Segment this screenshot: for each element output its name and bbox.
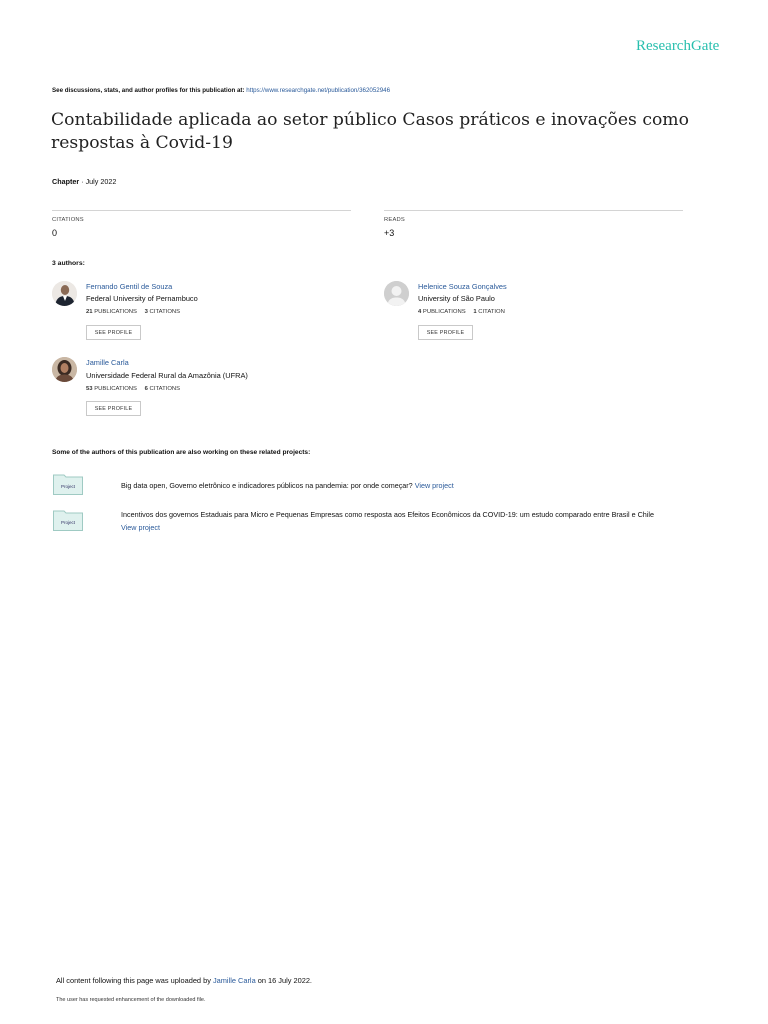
see-profile-button-helenice[interactable]: SEE PROFILE (418, 325, 473, 340)
project-folder-icon[interactable] (53, 473, 83, 495)
author-stats-fernando (86, 309, 180, 315)
author-name-helenice[interactable]: Helenice Souza Gonçalves (418, 282, 507, 291)
reads-divider (384, 210, 683, 211)
author-name-jamille[interactable]: Jamille Carla (86, 358, 129, 367)
related-projects-heading: Some of the authors of this publication are also working on these related projects: (52, 449, 311, 456)
citations-value: 0 (52, 228, 58, 238)
upload-notice (56, 976, 312, 985)
author-avatar-helenice[interactable] (384, 281, 409, 306)
citations-label: CITATIONS (149, 309, 181, 315)
project-folder-icon[interactable] (53, 509, 83, 531)
publications-label: PUBLICATIONS (422, 309, 466, 315)
publications-count: 53 (86, 386, 93, 392)
publications-count: 4 (418, 309, 422, 315)
meta-separator: · (79, 177, 86, 186)
reads-label: READS (384, 217, 405, 223)
discussion-prefix: See discussions, stats, and author profiles for this publication at: (52, 87, 245, 94)
publication-link[interactable]: https://www.researchgate.net/publication/362052946 (246, 87, 391, 94)
publication-type: Chapter (52, 177, 80, 186)
project-item-1 (121, 479, 711, 492)
project-title: Big data open, Governo eletrônico e indicadores públicos na pandemia: por onde começar? (121, 481, 413, 490)
default-avatar-icon (384, 281, 409, 306)
publication-date: July 2022 (85, 177, 117, 186)
citations-count: 6 (144, 386, 148, 392)
publication-meta (52, 177, 116, 186)
enhancement-note: The user has requested enhancement of the downloaded file. (56, 997, 206, 1003)
upload-prefix: All content following this page was uploaded by (56, 976, 211, 985)
author-institution-helenice: University of São Paulo (418, 294, 495, 303)
author-stats-jamille (86, 386, 180, 392)
citations-divider (52, 210, 351, 211)
citations-count: 1 (473, 309, 477, 315)
citations-label: CITATIONS (149, 386, 181, 392)
person-photo-icon (52, 281, 77, 306)
project-icon-label: Project (60, 520, 75, 525)
author-avatar-jamille[interactable] (52, 357, 77, 382)
publications-label: PUBLICATIONS (94, 309, 137, 315)
discussion-line (52, 87, 390, 94)
project-icon-label: Project (60, 484, 75, 489)
reads-value: +3 (384, 228, 395, 238)
authors-heading: 3 authors: (52, 260, 85, 267)
view-project-link[interactable]: View project (121, 523, 161, 532)
see-profile-button-fernando[interactable]: SEE PROFILE (86, 325, 141, 340)
citations-label: CITATIONS (52, 217, 84, 223)
author-institution-jamille: Universidade Federal Rural da Amazônia (UFRA) (86, 371, 248, 380)
researchgate-logo[interactable]: ResearchGate (636, 38, 720, 54)
citations-count: 3 (144, 309, 148, 315)
upload-suffix: on 16 July 2022. (257, 976, 312, 985)
publications-count: 21 (86, 309, 93, 315)
publication-title: Contabilidade aplicada ao setor público Casos práticos e inovações como respostas à Covid-19 (51, 110, 689, 153)
see-profile-button-jamille[interactable]: SEE PROFILE (86, 401, 141, 416)
author-stats-helenice (418, 309, 505, 315)
project-title: Incentivos dos governos Estaduais para Micro e Pequenas Empresas como resposta aos Efeitos Econômicos da COVID-19: um estudo comparado entre Brasil e Chile (121, 510, 654, 519)
publications-label: PUBLICATIONS (94, 386, 137, 392)
author-institution-fernando: Federal University of Pernambuco (86, 294, 198, 303)
uploader-link[interactable]: Jamille Carla (212, 976, 256, 985)
author-name-fernando[interactable]: Fernando Gentil de Souza (86, 282, 173, 291)
view-project-link[interactable]: View project (414, 481, 454, 490)
person-photo-icon (52, 357, 77, 382)
author-avatar-fernando[interactable] (52, 281, 77, 306)
project-item-2 (121, 508, 721, 534)
citations-label: CITATION (478, 309, 505, 315)
